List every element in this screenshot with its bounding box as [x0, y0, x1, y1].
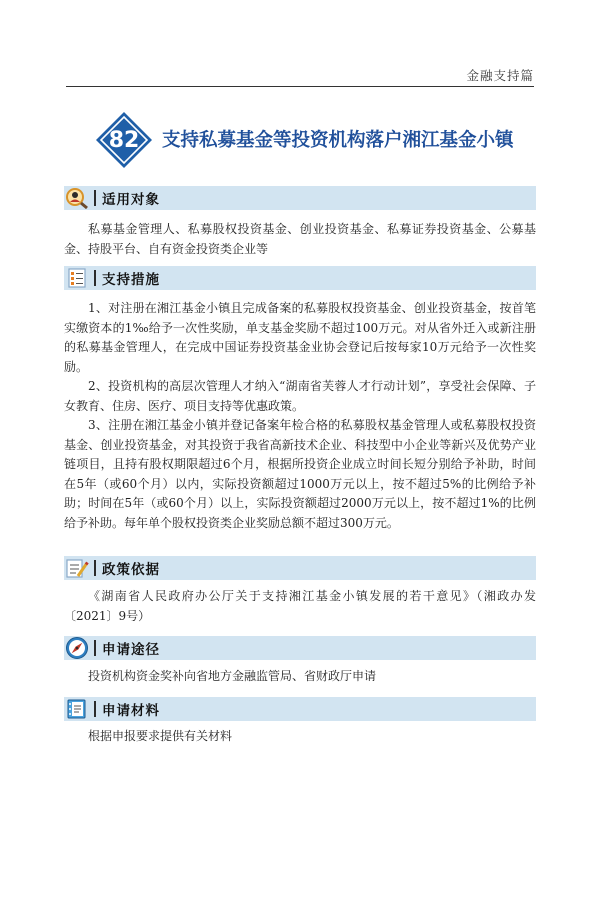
- compass-icon: [64, 636, 90, 660]
- section-divider: [94, 701, 96, 717]
- page-title-block: [90, 108, 550, 172]
- measure-paragraph: 1、对注册在湘江基金小镇且完成备案的私募股权投资基金、创业投资基金，按首笔实缴资本的1‰给予一次性奖励，单支基金奖励不超过100万元。对从省外迁入或新注册的私募基金管理人，在完成中国证券投资基金业协会登记后按每家10万元给予一次性奖励。: [64, 301, 536, 374]
- section-divider: [94, 190, 96, 206]
- section-title-basis: 政策依据: [102, 562, 160, 578]
- magnifier-person-icon: [64, 186, 90, 210]
- section-header-channel: [64, 636, 536, 660]
- section-title-measures: 支持措施: [102, 272, 160, 288]
- section-title-eligible: 适用对象: [102, 192, 160, 208]
- measure-paragraph: 3、注册在湘江基金小镇并登记备案年检合格的私募股权基金管理人或私募股权投资基金、创业投资基金，对其投资于我省高新技术企业、科技型中小企业等新兴及优势产业链项目，且持有股权期限超过6个月，根据所投资企业成立时间长短分别给予补助，时间在5年（或60个月）以内，实际投资额超过1000万元以上，按不超过5%的比例给予补助；时间在5年（或60个月）以上，实际投资额超过2000万元以上，按不超过1%的比例给予补助。每年单个股权投资类企业奖励总额不超过300万元。: [64, 418, 536, 530]
- measure-paragraph: 2、投资机构的高层次管理人才纳入“湖南省芙蓉人才行动计划”，享受社会保障、子女教育、住房、医疗、项目支持等优惠政策。: [64, 379, 536, 413]
- section-header-eligible: [64, 186, 536, 210]
- section-divider: [94, 640, 96, 656]
- checklist-icon: [64, 266, 90, 290]
- policy-number: 82: [108, 127, 140, 153]
- binder-icon: [64, 697, 90, 721]
- section-header-materials: [64, 697, 536, 721]
- section-title-materials: 申请材料: [102, 703, 160, 719]
- number-badge: [94, 110, 154, 170]
- running-header: 金融支持篇: [466, 68, 534, 83]
- eligible-text: 私募基金管理人、私募股权投资基金、创业投资基金、私募证券投资基金、公募基金、持股平台、自有资金投资类企业等: [64, 222, 536, 256]
- page-title: 支持私募基金等投资机构落户湘江基金小镇: [162, 130, 514, 151]
- document-pencil-icon: [64, 556, 90, 580]
- section-header-basis: [64, 556, 536, 580]
- measures-text: [64, 299, 536, 533]
- materials-text: 根据申报要求提供有关材料: [88, 729, 233, 743]
- section-header-measures: [64, 266, 536, 290]
- section-divider: [94, 270, 96, 286]
- header-rule: [66, 86, 534, 87]
- section-divider: [94, 560, 96, 576]
- section-title-channel: 申请途径: [102, 642, 160, 658]
- basis-text: 《湖南省人民政府办公厅关于支持湘江基金小镇发展的若干意见》（湘政办发〔2021〕9号）: [64, 589, 536, 623]
- channel-text: 投资机构资金奖补向省地方金融监管局、省财政厅申请: [88, 669, 377, 683]
